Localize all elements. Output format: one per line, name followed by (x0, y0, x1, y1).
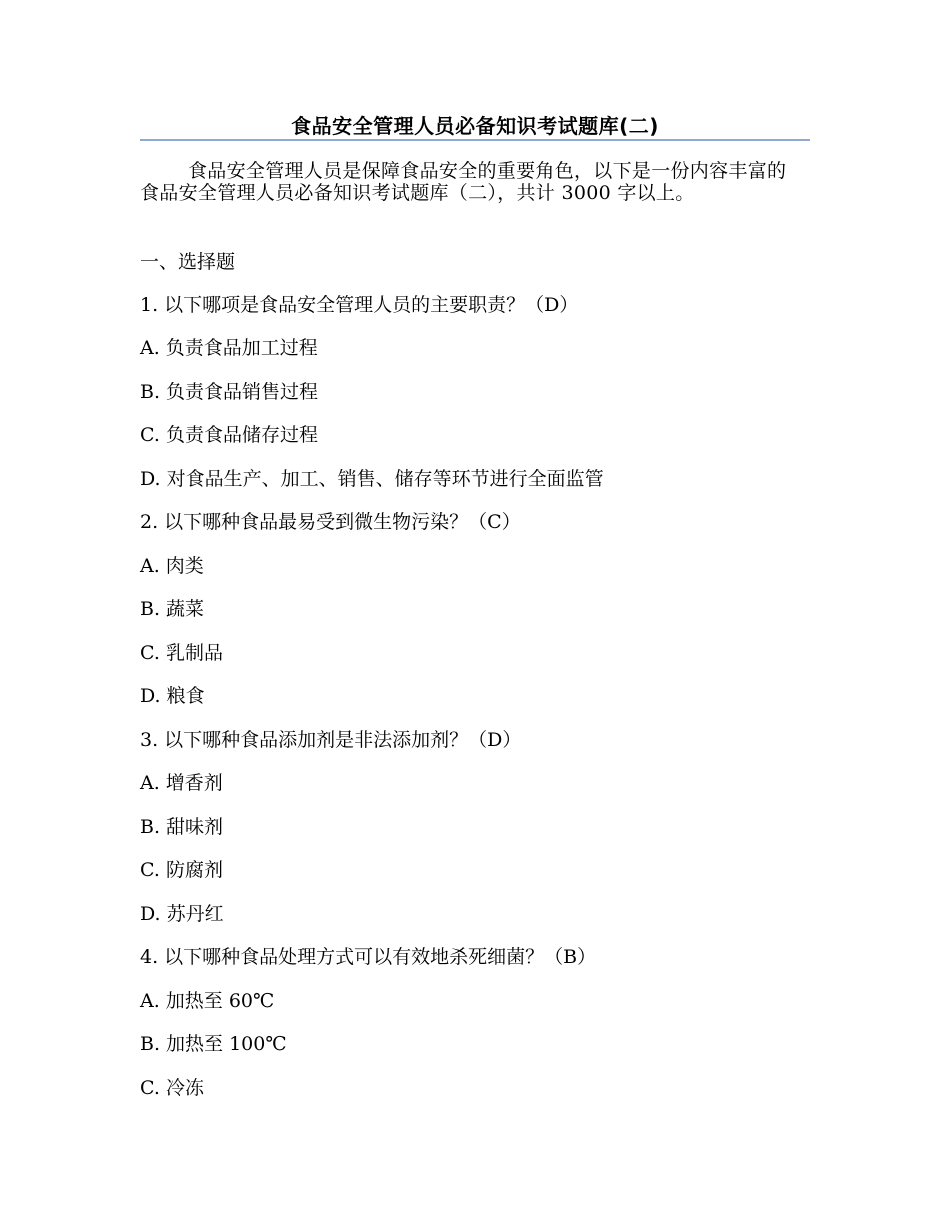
question-1: 1. 以下哪项是食品安全管理人员的主要职责？（D） (140, 294, 579, 316)
document-title: 食品安全管理人员必备知识考试题库(二) (291, 114, 659, 138)
question-1-option-c: C. 负责食品储存过程 (140, 424, 318, 446)
question-3-option-b: B. 甜味剂 (140, 816, 224, 838)
question-2-option-d: D. 粮食 (140, 685, 205, 707)
question-4-option-b: B. 加热至 100℃ (140, 1033, 287, 1055)
question-3-option-a: A. 增香剂 (140, 772, 223, 794)
question-1-option-a: A. 负责食品加工过程 (140, 337, 318, 359)
question-3-option-c: C. 防腐剂 (140, 859, 223, 881)
question-4-option-c: C. 冷冻 (140, 1077, 204, 1099)
question-3-option-d: D. 苏丹红 (140, 903, 224, 925)
question-1-option-b: B. 负责食品销售过程 (140, 381, 319, 403)
question-2-option-b: B. 蔬菜 (140, 598, 205, 620)
question-1-option-d: D. 对食品生产、加工、销售、储存等环节进行全面监管 (140, 468, 604, 490)
intro-paragraph: 食品安全管理人员是保障食品安全的重要角色，以下是一份内容丰富的食品安全管理人员必备知识考试题库（二），共计 3000 字以上。 (140, 160, 787, 204)
question-3: 3. 以下哪种食品添加剂是非法添加剂？（D） (140, 729, 522, 751)
section-heading: 一、选择题 (140, 251, 236, 273)
question-2-option-a: A. 肉类 (140, 555, 204, 577)
title-underline (140, 139, 810, 141)
question-2: 2. 以下哪种食品最易受到微生物污染？（C） (140, 511, 521, 533)
question-4-option-a: A. 加热至 60℃ (140, 990, 275, 1012)
question-2-option-c: C. 乳制品 (140, 642, 223, 664)
question-4: 4. 以下哪种食品处理方式可以有效地杀死细菌？（B） (140, 946, 597, 968)
